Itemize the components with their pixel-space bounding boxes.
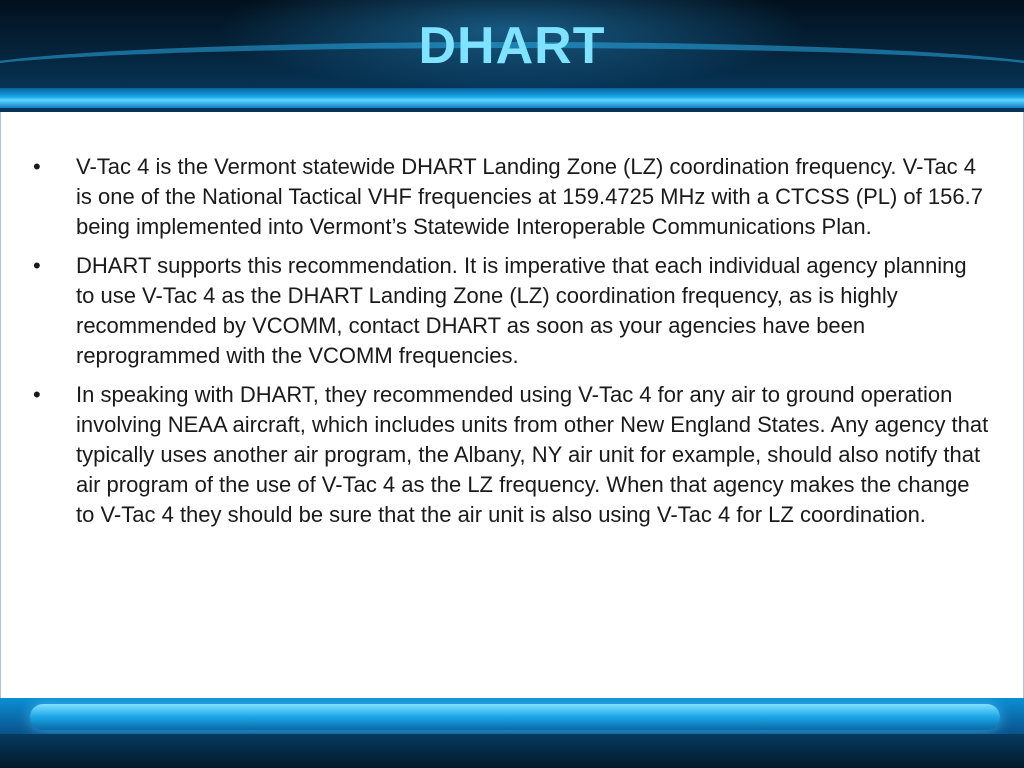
bullet-item — [31, 380, 991, 530]
footer-glow-bar — [30, 704, 1000, 730]
bullet-text: In speaking with DHART, they recommended using V-Tac 4 for any air to ground operation involving NEAA aircraft, which includes units from other New England States. Any agency that typically uses another air program, the Albany, NY air unit for example, should also notify that air program of the use of V-Tac 4 as the LZ frequency. When that agency makes the change to V-Tac 4 they should be sure that the air unit is also using V-Tac 4 for LZ coordination. — [76, 382, 989, 527]
footer-banner — [0, 698, 1024, 768]
header-banner — [0, 0, 1024, 112]
bullet-list — [31, 152, 991, 539]
bullet-text: V-Tac 4 is the Vermont statewide DHART Landing Zone (LZ) coordination frequency. V-Tac 4 is one of the National Tactical VHF frequencies at 159.4725 MHz with a CTCSS (PL) of 156.7 being implemented into Vermont’s Statewide Interoperable Communications Plan. — [76, 154, 983, 239]
bullet-item — [31, 152, 991, 242]
bullet-marker: • — [33, 382, 41, 407]
bullet-text: DHART supports this recommendation. It is imperative that each individual agency planning to use V-Tac 4 as the DHART Landing Zone (LZ) coordination frequency, as is highly recommended by VCOMM, contact DHART as soon as your agencies have been reprogrammed with the VCOMM frequencies. — [76, 253, 967, 368]
footer-dark-strip — [0, 734, 1024, 768]
bullet-item — [31, 251, 991, 371]
header-glow-band — [0, 88, 1024, 108]
bullet-marker: • — [33, 253, 41, 278]
slide-title: DHART — [418, 17, 606, 75]
bullet-marker: • — [33, 154, 41, 179]
content-area — [0, 112, 1024, 698]
